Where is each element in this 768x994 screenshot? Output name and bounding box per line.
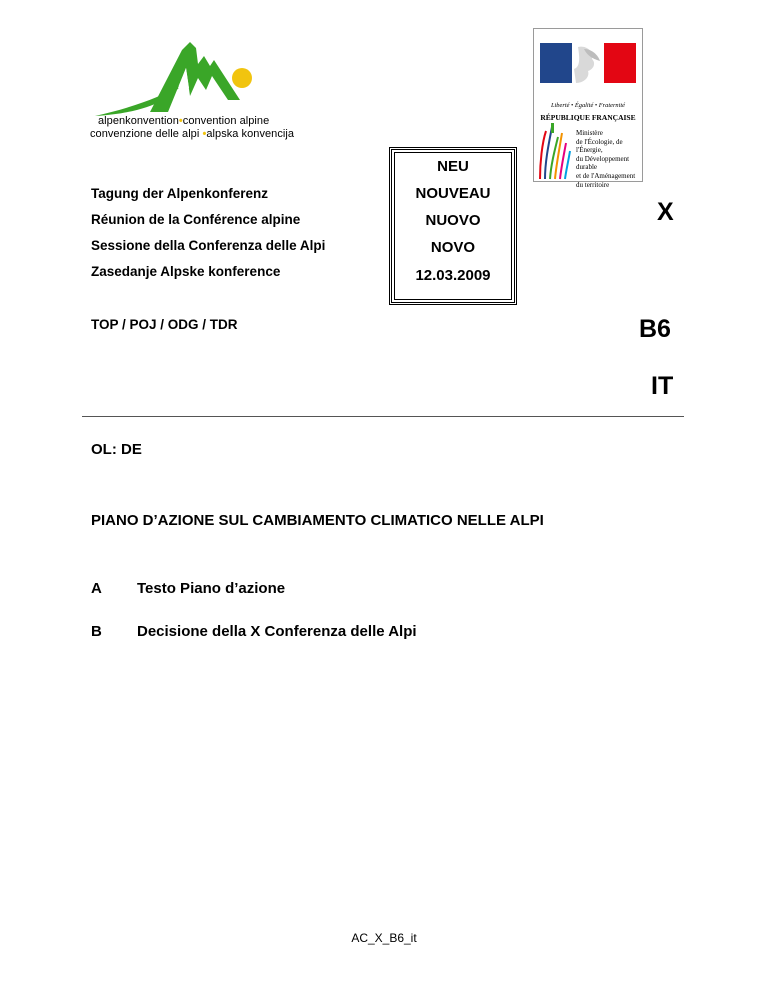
meeting-title-fr: Réunion de la Conférence alpine: [91, 212, 301, 227]
ministry-stripes-emblem: [536, 123, 574, 181]
tagline-dot: •: [202, 128, 207, 140]
label-nuovo: NUOVO: [425, 212, 481, 229]
version-date: 12.03.2009: [415, 267, 491, 284]
item-text: Testo Piano d’azione: [137, 580, 286, 597]
original-language: OL: DE: [91, 441, 142, 458]
ministry-line: et de l'Aménagement: [576, 171, 636, 180]
new-version-box: [389, 147, 517, 305]
meeting-title-it: Sessione della Conferenza delle Alpi: [91, 238, 326, 253]
horizontal-divider: [82, 416, 684, 417]
session-code: X: [657, 198, 674, 226]
alpine-convention-emblem: [90, 38, 290, 118]
label-nouveau: NOUVEAU: [415, 185, 491, 202]
alpine-convention-tagline-line2: [90, 128, 294, 141]
ministry-line: de l'Écologie, de l'Énergie,: [576, 137, 623, 155]
document-title: PIANO D’AZIONE SUL CAMBIAMENTO CLIMATICO NELLE ALPI: [91, 512, 544, 529]
item-code: B6: [639, 315, 671, 343]
document-reference-footer: AC_X_B6_it: [351, 931, 417, 945]
item-text: Decisione della X Conferenza delle Alpi: [137, 623, 417, 640]
ministry-line: du territoire: [576, 180, 610, 189]
tagline-sl: alpska konvencija: [206, 128, 295, 140]
tagline-dot: •: [178, 115, 183, 127]
agenda-label: TOP / POJ / ODG / TDR: [91, 317, 238, 332]
item-letter: A: [91, 580, 102, 597]
tagline-de: alpenkonvention: [98, 115, 179, 127]
meeting-title-de: Tagung der Alpenkonferenz: [91, 186, 269, 201]
ministry-name: [576, 129, 642, 189]
ministry-line: Ministère: [576, 129, 603, 137]
republic-name: RÉPUBLIQUE FRANÇAISE: [540, 113, 636, 122]
label-novo: NOVO: [430, 239, 476, 256]
republic-motto: Liberté • Égalité • Fraternité: [550, 102, 626, 109]
ministry-line: du Développement durable: [576, 154, 630, 172]
republique-francaise-logo: [533, 28, 643, 189]
alpine-convention-logo: [90, 38, 295, 143]
language-code: IT: [651, 372, 674, 400]
label-neu: NEU: [437, 158, 469, 175]
tagline-it: convenzione delle alpi: [90, 128, 200, 140]
item-letter: B: [91, 623, 102, 640]
meeting-title-sl: Zasedanje Alpske konference: [91, 264, 281, 279]
alpine-convention-tagline-line1: [98, 115, 269, 128]
new-version-box-inner: [394, 152, 512, 300]
marianne-flag-emblem: [534, 29, 642, 101]
tagline-fr: convention alpine: [182, 115, 270, 127]
